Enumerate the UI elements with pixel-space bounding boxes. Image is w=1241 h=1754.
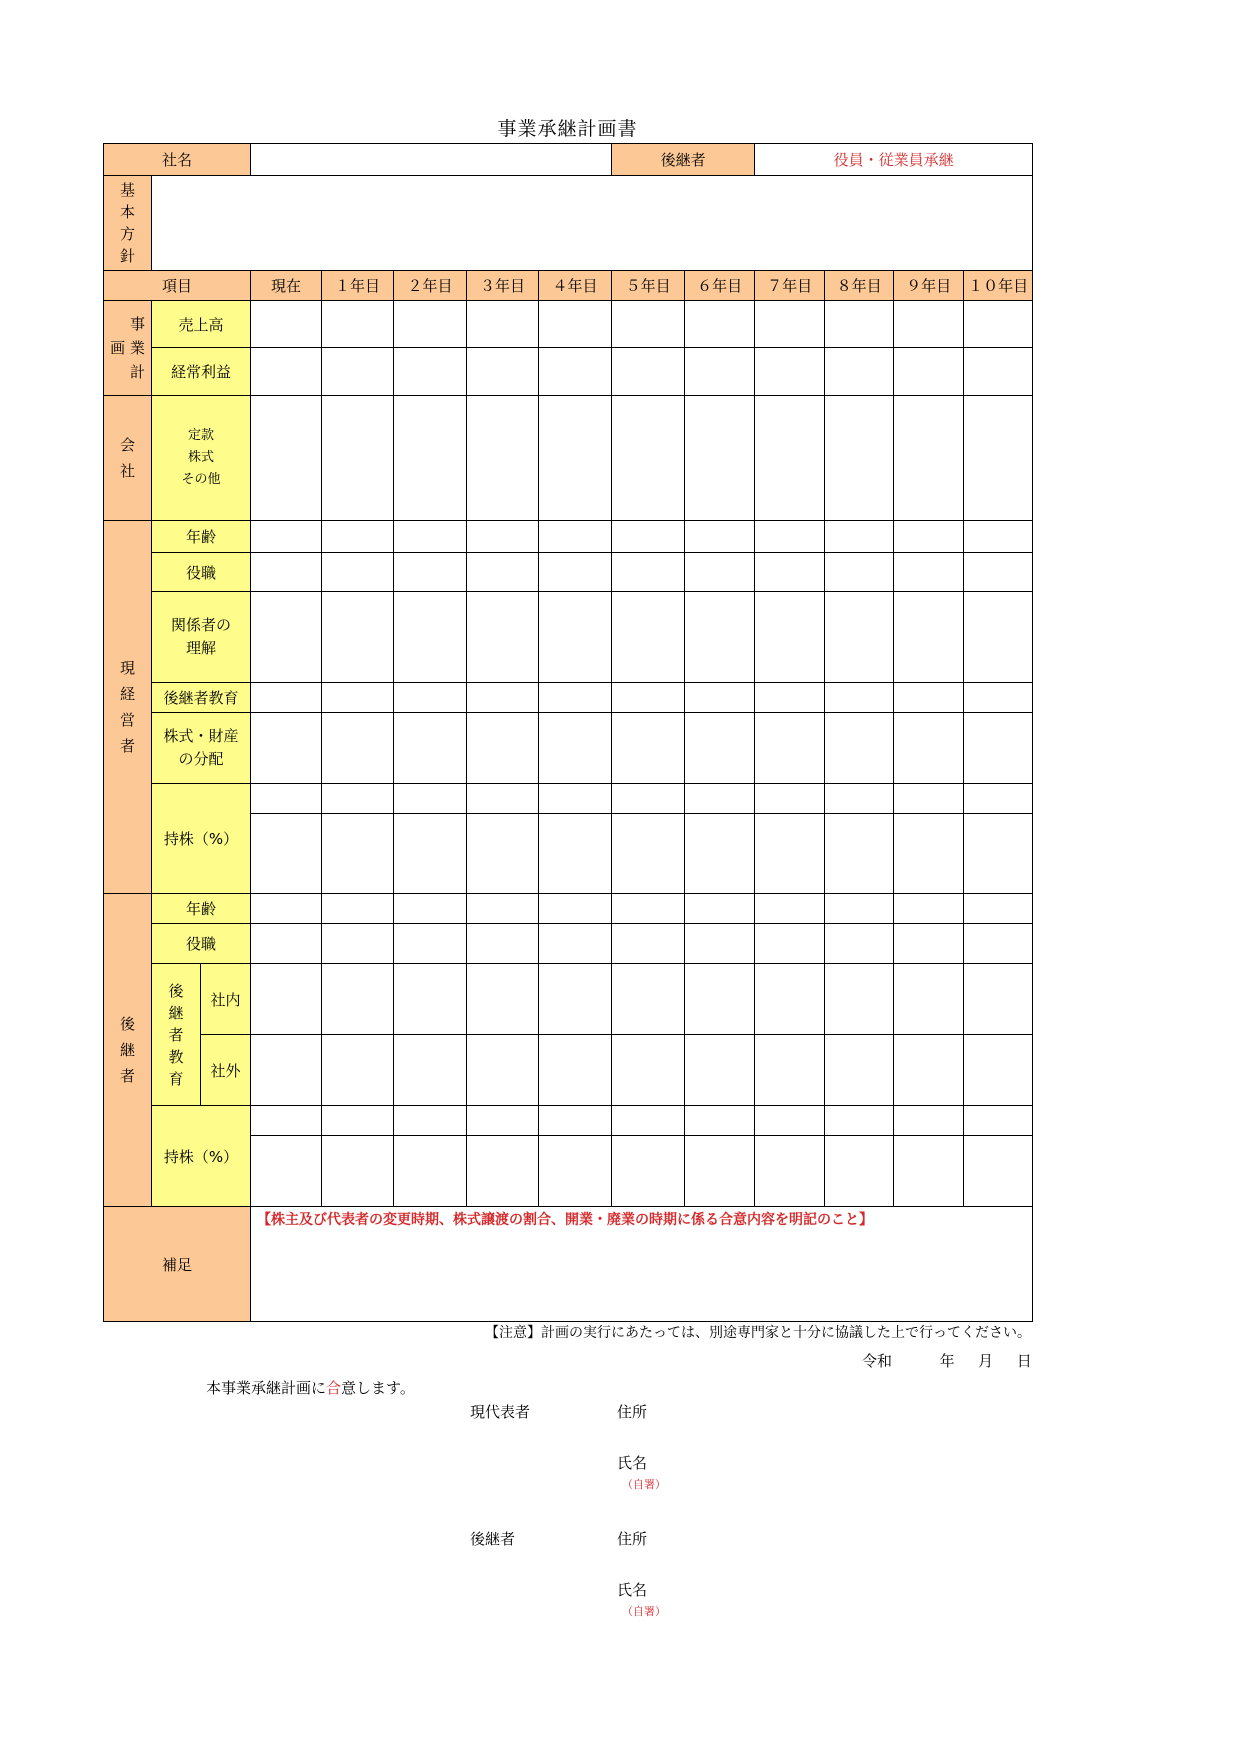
grid-cell[interactable] [825,553,894,592]
row-label-external: 社外 [201,1035,251,1106]
grid-cell[interactable] [612,348,685,396]
year-header-2: ２年目 [394,271,467,301]
grid-cell[interactable] [685,1136,755,1207]
grid-cell[interactable] [825,924,894,964]
grid-cell[interactable] [825,683,894,713]
grid-cell[interactable] [755,713,825,784]
row-label-position: 役職 [152,553,251,592]
grid-cell[interactable] [467,348,539,396]
row-label-articles-shares-other: 定款 株式 その他 [152,396,251,521]
date-era: 令和 [862,1352,893,1370]
grid-cell[interactable] [251,964,322,1035]
grid-cell[interactable] [685,1106,755,1136]
grid-cell[interactable] [322,964,394,1035]
grid-cell[interactable] [612,553,685,592]
grid-cell[interactable] [894,894,964,924]
grid-cell[interactable] [322,1035,394,1106]
year-header-current: 現在 [251,271,322,301]
year-header-4: ４年目 [539,271,612,301]
grid-cell[interactable] [322,924,394,964]
grid-cell[interactable] [755,521,825,553]
grid-cell[interactable] [894,814,964,894]
grid-cell[interactable] [539,784,612,814]
grid-cell[interactable] [467,814,539,894]
grid-cell[interactable] [467,396,539,521]
grid-cell[interactable] [467,924,539,964]
grid-cell[interactable] [251,1106,322,1136]
grid-cell[interactable] [964,894,1033,924]
grid-cell[interactable] [612,1136,685,1207]
grid-cell[interactable] [251,348,322,396]
grid-cell[interactable] [755,396,825,521]
signer-name-label[interactable]: 氏名 [617,1581,648,1599]
grid-cell[interactable] [539,592,612,683]
grid-cell[interactable] [825,348,894,396]
grid-cell[interactable] [825,784,894,814]
successor-type-value[interactable]: 役員・従業員承継 [755,144,1033,176]
grid-cell[interactable] [539,683,612,713]
grid-cell[interactable] [894,1136,964,1207]
grid-cell[interactable] [755,1106,825,1136]
successor-education-label: 後 継 者 教 育 [152,964,201,1106]
grid-cell[interactable] [251,1035,322,1106]
grid-cell[interactable] [394,592,467,683]
grid-cell[interactable] [322,683,394,713]
supplement-instruction: 【株主及び代表者の変更時期、株式譲渡の割合、開業・廃業の時期に係る合意内容を明記のこと】 [257,1212,874,1228]
grid-cell[interactable] [964,301,1033,348]
year-header-6: ６年目 [685,271,755,301]
business-plan-group-label: 事 画 業 計 [104,301,152,396]
grid-cell[interactable] [539,713,612,784]
grid-cell[interactable] [685,592,755,683]
grid-cell[interactable] [894,784,964,814]
grid-cell[interactable] [894,396,964,521]
signer-address-label[interactable]: 住所 [617,1403,648,1421]
grid-cell[interactable] [755,924,825,964]
grid-cell[interactable] [685,894,755,924]
grid-cell[interactable] [251,713,322,784]
grid-cell[interactable] [755,1035,825,1106]
grid-cell[interactable] [825,1136,894,1207]
date-line [862,1350,1032,1371]
grid-cell[interactable] [539,1136,612,1207]
grid-cell[interactable] [964,592,1033,683]
grid-cell[interactable] [394,1136,467,1207]
grid-cell[interactable] [685,713,755,784]
grid-cell[interactable] [825,1035,894,1106]
grid-cell[interactable] [251,592,322,683]
signer-role-current-representative: 現代表者 [470,1403,531,1421]
grid-cell[interactable] [467,964,539,1035]
year-header-3: ３年目 [467,271,539,301]
grid-cell[interactable] [612,713,685,784]
grid-cell[interactable] [964,521,1033,553]
signer-address-label[interactable]: 住所 [617,1530,648,1548]
grid-cell[interactable] [755,894,825,924]
grid-cell[interactable] [612,924,685,964]
grid-cell[interactable] [251,301,322,348]
grid-cell[interactable] [755,592,825,683]
successor-label: 後継者 [612,144,755,176]
row-label-ordinary-profit: 経常利益 [152,348,251,396]
grid-cell[interactable] [755,784,825,814]
grid-cell[interactable] [894,592,964,683]
grid-cell[interactable] [894,301,964,348]
grid-cell[interactable] [612,683,685,713]
grid-cell[interactable] [467,521,539,553]
grid-cell[interactable] [612,964,685,1035]
row-label-internal: 社内 [201,964,251,1035]
grid-cell[interactable] [685,924,755,964]
row-label-age: 年齢 [152,521,251,553]
supplement-field[interactable] [251,1207,1033,1322]
grid-cell[interactable] [825,894,894,924]
grid-cell[interactable] [467,894,539,924]
grid-cell[interactable] [685,964,755,1035]
year-header-10: １０年目 [964,271,1033,301]
grid-cell[interactable] [251,683,322,713]
grid-cell[interactable] [394,301,467,348]
grid-cell[interactable] [894,1035,964,1106]
grid-cell[interactable] [964,924,1033,964]
basic-policy-field[interactable] [152,176,1033,271]
grid-cell[interactable] [825,964,894,1035]
grid-cell[interactable] [394,713,467,784]
agreement-statement: 本事業承継計画に合意します。 [206,1379,415,1397]
row-label-successor-shareholding: 持株（%） [152,1106,251,1207]
grid-cell[interactable] [394,1106,467,1136]
company-group-label: 会 社 [104,396,152,521]
grid-cell[interactable] [251,553,322,592]
row-label-shareholding: 持株（%） [152,784,251,894]
grid-cell[interactable] [612,894,685,924]
year-header-1: １年目 [322,271,394,301]
basic-policy-label: 基 本 方 針 [104,176,152,271]
grid-cell[interactable] [825,592,894,683]
grid-cell[interactable] [964,348,1033,396]
grid-cell[interactable] [539,894,612,924]
grid-cell[interactable] [467,784,539,814]
grid-cell[interactable] [894,1106,964,1136]
grid-cell[interactable] [755,814,825,894]
grid-cell[interactable] [539,1035,612,1106]
grid-cell[interactable] [964,784,1033,814]
grid-cell[interactable] [825,1106,894,1136]
grid-cell[interactable] [964,1106,1033,1136]
grid-cell[interactable] [394,1035,467,1106]
grid-cell[interactable] [825,814,894,894]
row-label-successor-age: 年齢 [152,894,251,924]
grid-cell[interactable] [612,1035,685,1106]
supplement-label: 補足 [104,1207,251,1322]
grid-cell[interactable] [894,713,964,784]
date-month: 月 [978,1352,994,1370]
grid-cell[interactable] [394,683,467,713]
grid-cell[interactable] [251,521,322,553]
grid-cell[interactable] [685,301,755,348]
grid-cell[interactable] [467,1106,539,1136]
grid-cell[interactable] [322,1106,394,1136]
grid-cell[interactable] [394,964,467,1035]
grid-cell[interactable] [825,521,894,553]
grid-cell[interactable] [755,683,825,713]
grid-cell[interactable] [251,894,322,924]
grid-cell[interactable] [894,553,964,592]
grid-cell[interactable] [322,521,394,553]
grid-cell[interactable] [467,713,539,784]
grid-cell[interactable] [964,683,1033,713]
grid-cell[interactable] [322,553,394,592]
signature-note: （自署） [622,1478,666,1491]
grid-cell[interactable] [685,784,755,814]
grid-cell[interactable] [394,396,467,521]
company-name-label: 社名 [104,144,251,176]
grid-cell[interactable] [685,683,755,713]
grid-cell[interactable] [755,553,825,592]
grid-cell[interactable] [685,814,755,894]
grid-cell[interactable] [394,894,467,924]
grid-cell[interactable] [612,784,685,814]
grid-cell[interactable] [964,964,1033,1035]
grid-cell[interactable] [539,924,612,964]
year-header-5: ５年目 [612,271,685,301]
successor-group-label: 後 継 者 [104,894,152,1207]
grid-cell[interactable] [322,784,394,814]
row-label-sales: 売上高 [152,301,251,348]
grid-cell[interactable] [394,784,467,814]
grid-cell[interactable] [394,924,467,964]
grid-cell[interactable] [685,521,755,553]
date-year: 年 [939,1352,955,1370]
grid-cell[interactable] [964,814,1033,894]
grid-cell[interactable] [612,396,685,521]
grid-cell[interactable] [894,924,964,964]
grid-cell[interactable] [825,396,894,521]
grid-cell[interactable] [755,1136,825,1207]
grid-cell[interactable] [467,592,539,683]
year-header-7: ７年目 [755,271,825,301]
grid-cell[interactable] [322,894,394,924]
grid-cell[interactable] [894,348,964,396]
date-day: 日 [1016,1352,1032,1370]
grid-cell[interactable] [539,964,612,1035]
row-label-share-asset-distribution: 株式・財産 の分配 [152,713,251,784]
grid-cell[interactable] [964,396,1033,521]
grid-cell[interactable] [964,1035,1033,1106]
succession-plan-table [103,143,1033,1322]
grid-cell[interactable] [251,924,322,964]
grid-cell[interactable] [539,553,612,592]
grid-cell[interactable] [894,683,964,713]
grid-cell[interactable] [539,814,612,894]
grid-cell[interactable] [322,348,394,396]
grid-cell[interactable] [612,521,685,553]
grid-cell[interactable] [251,814,322,894]
grid-cell[interactable] [685,348,755,396]
grid-cell[interactable] [685,553,755,592]
grid-cell[interactable] [612,1106,685,1136]
grid-cell[interactable] [539,396,612,521]
grid-cell[interactable] [467,301,539,348]
grid-cell[interactable] [612,814,685,894]
grid-cell[interactable] [539,301,612,348]
row-label-successor-position: 役職 [152,924,251,964]
grid-cell[interactable] [894,964,964,1035]
grid-cell[interactable] [322,592,394,683]
grid-cell[interactable] [467,1035,539,1106]
item-column-header: 項目 [104,271,251,301]
grid-cell[interactable] [322,301,394,348]
signer-role-successor: 後継者 [470,1530,516,1548]
grid-cell[interactable] [394,348,467,396]
grid-cell[interactable] [685,1035,755,1106]
year-header-8: ８年目 [825,271,894,301]
grid-cell[interactable] [755,301,825,348]
company-name-field[interactable] [251,144,612,176]
grid-cell[interactable] [755,348,825,396]
signature-note: （自署） [622,1605,666,1618]
grid-cell[interactable] [467,553,539,592]
signer-name-label[interactable]: 氏名 [617,1454,648,1472]
row-label-successor-education: 後継者教育 [152,683,251,713]
grid-cell[interactable] [755,964,825,1035]
grid-cell[interactable] [322,713,394,784]
grid-cell[interactable] [394,814,467,894]
grid-cell[interactable] [964,713,1033,784]
grid-cell[interactable] [467,1136,539,1207]
current-manager-group-label: 現 経 営 者 [104,521,152,894]
grid-cell[interactable] [612,301,685,348]
grid-cell[interactable] [322,814,394,894]
grid-cell[interactable] [825,301,894,348]
page-title: 事業承継計画書 [497,118,638,140]
grid-cell[interactable] [964,1136,1033,1207]
grid-cell[interactable] [685,396,755,521]
grid-cell[interactable] [251,1136,322,1207]
caution-note: 【注意】計画の実行にあたっては、別途専門家と十分に協議した上で行ってください。 [485,1325,1031,1341]
grid-cell[interactable] [394,521,467,553]
row-label-stakeholder-understanding: 関係者の 理解 [152,592,251,683]
grid-cell[interactable] [612,592,685,683]
grid-cell[interactable] [322,396,394,521]
grid-cell[interactable] [825,713,894,784]
grid-cell[interactable] [894,521,964,553]
grid-cell[interactable] [394,553,467,592]
grid-cell[interactable] [964,553,1033,592]
grid-cell[interactable] [251,396,322,521]
grid-cell[interactable] [539,521,612,553]
year-header-9: ９年目 [894,271,964,301]
grid-cell[interactable] [322,1136,394,1207]
grid-cell[interactable] [251,784,322,814]
grid-cell[interactable] [539,1106,612,1136]
grid-cell[interactable] [539,348,612,396]
grid-cell[interactable] [467,683,539,713]
